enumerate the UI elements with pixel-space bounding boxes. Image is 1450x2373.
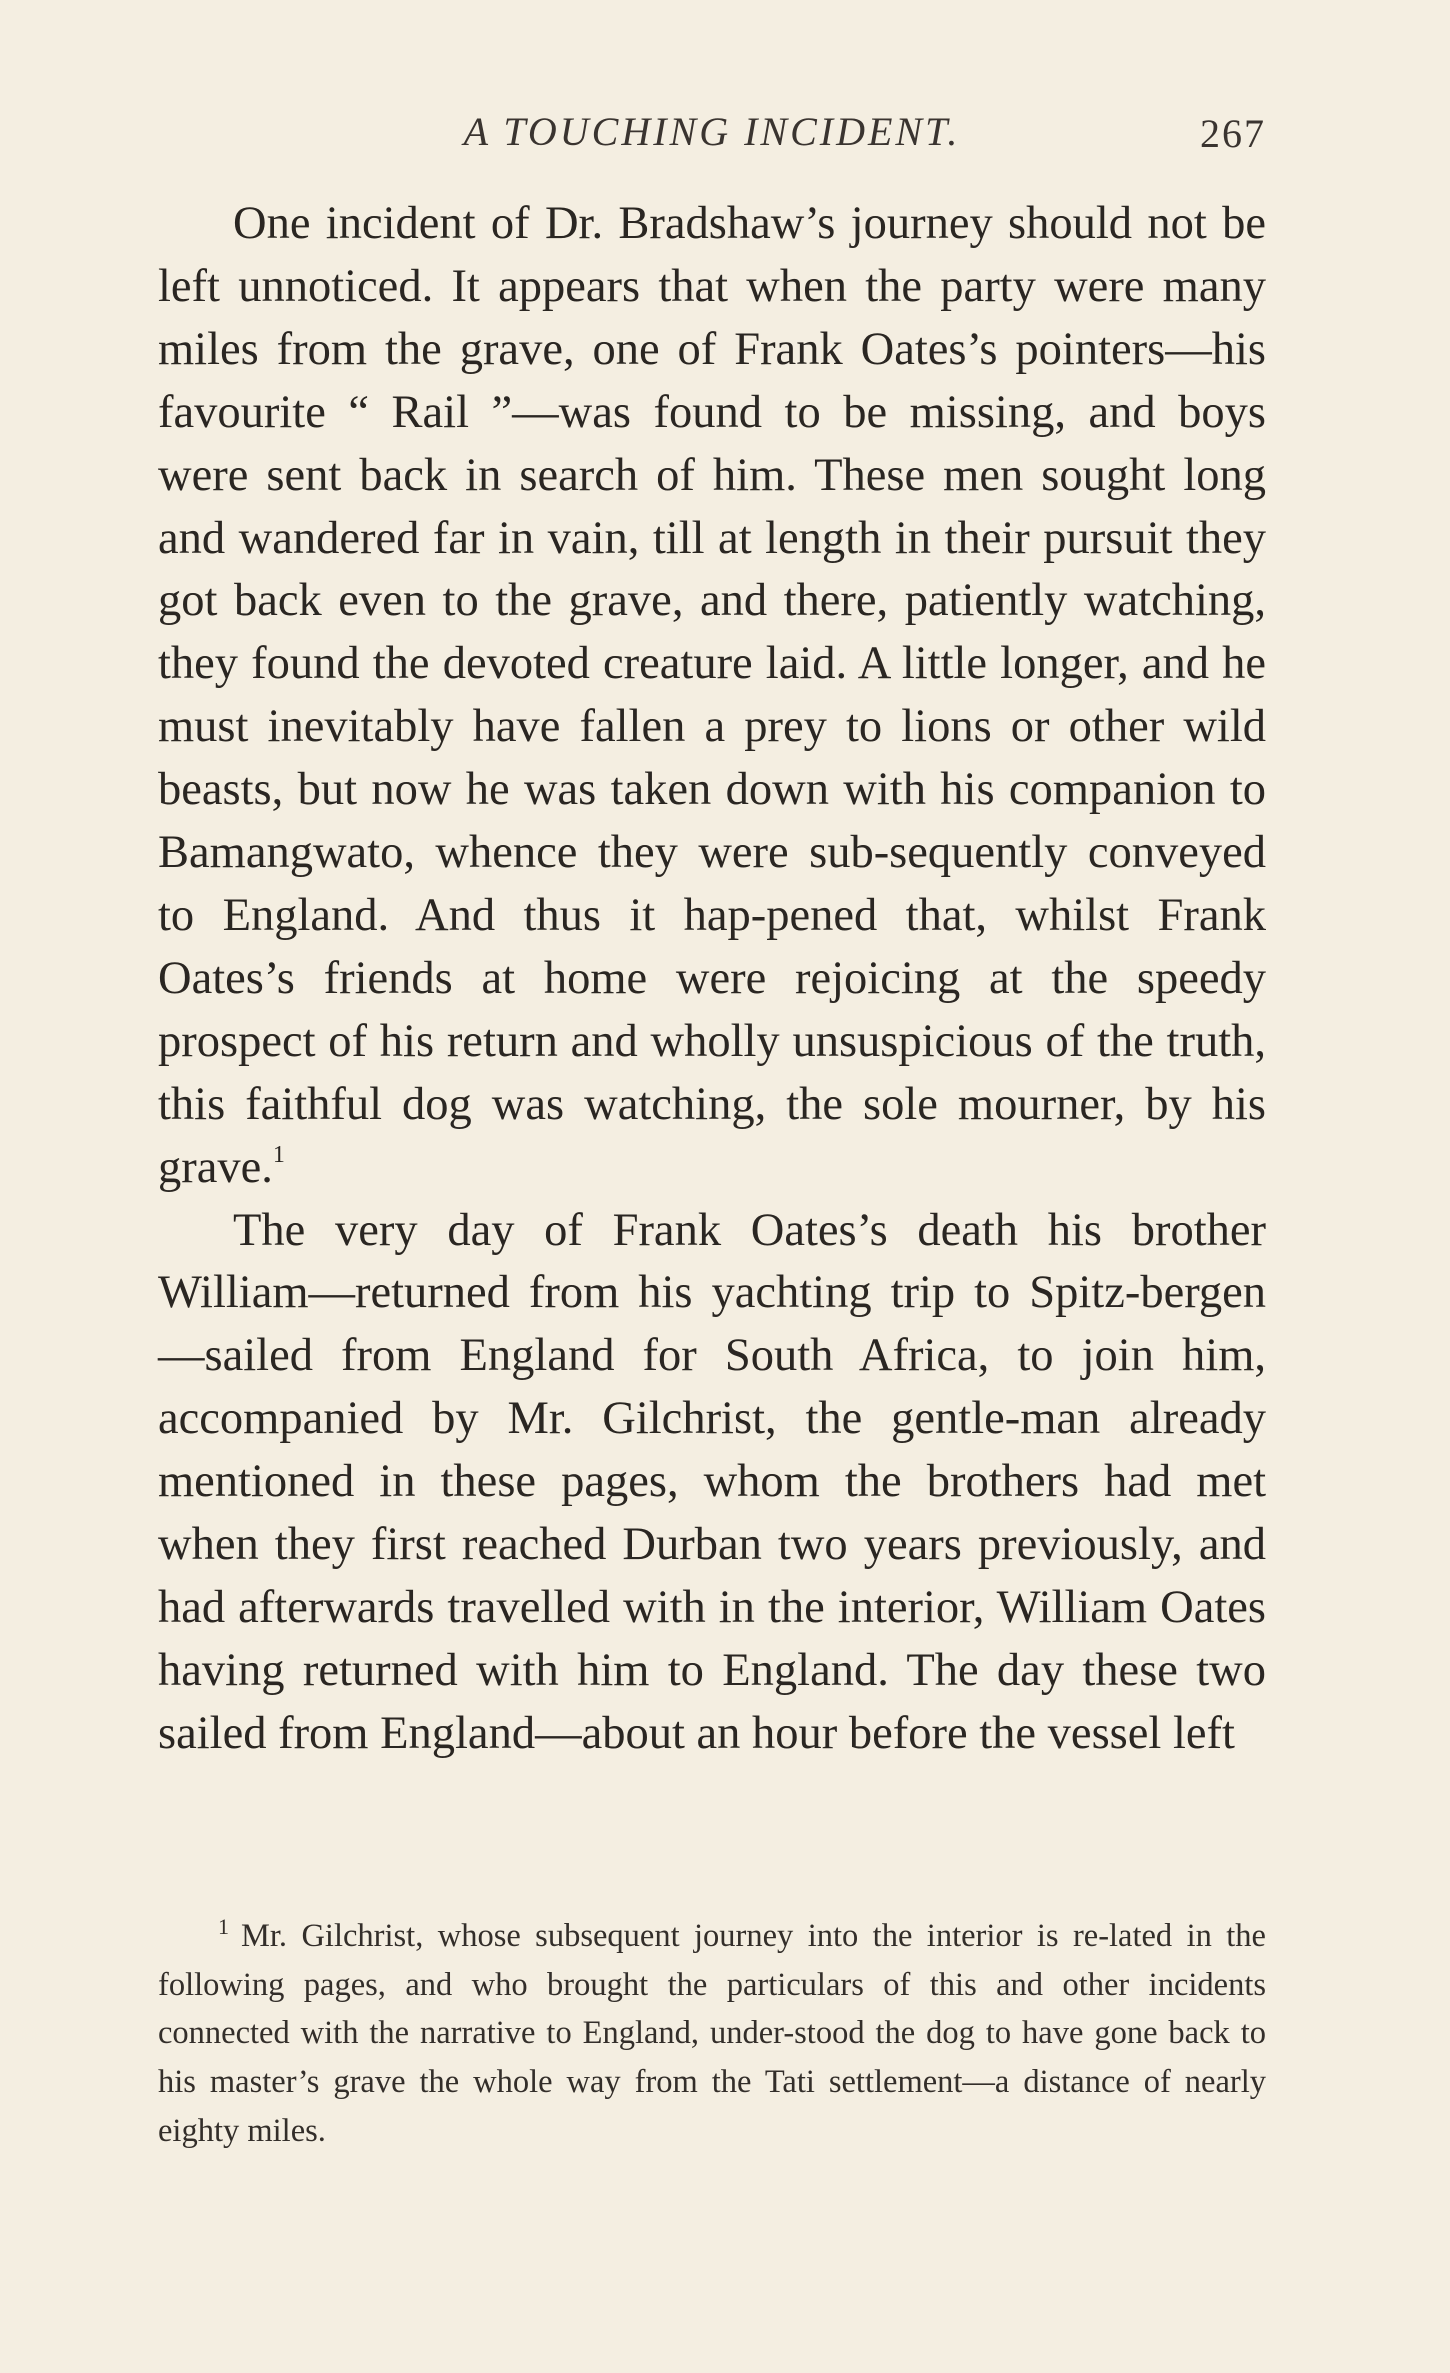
footnote	[158, 1912, 1266, 2156]
footnote-text: Mr. Gilchrist, whose subsequent journey into the interior is re-lated in the following pages, and who brought the particulars of this and other incidents connected with the narrative to England, under-stood the dog to have gone back to his master’s grave the whole way from the Tati settlement—a distance of nearly eighty miles.	[158, 1918, 1266, 2149]
paragraph-text: One incident of Dr. Bradshaw’s journey should not be left unnoticed. It appears that when the party were many miles from the grave, one of Frank Oates’s pointers—his favourite “ Rail ”—was found to be missing, and boys were sent back in search of him. These men sought long and wandered far in vain, till at length in their pursuit they got back even to the grave, and there, patiently watching, they found the devoted creature laid. A little longer, and he must inevitably have fallen a prey to lions or other wild beasts, but now he was taken down with his companion to Bamangwato, whence they were sub-sequently conveyed to England. And thus it hap-pened that, whilst Frank Oates’s friends at home were rejoicing at the speedy prospect of his return and wholly unsuspicious of the truth, this faithful dog was watching, the sole mourner, by his grave.	[158, 198, 1266, 1193]
footnote-paragraph	[158, 1912, 1266, 2156]
footnote-reference: 1	[272, 1141, 285, 1168]
running-title: A TOUCHING INCIDENT.	[463, 109, 961, 154]
running-head	[158, 108, 1266, 158]
footnote-marker: 1	[218, 1914, 229, 1939]
paragraph: The very day of Frank Oates’s death his brother William—returned from his yachting trip to Spitz-bergen—sailed from England for South Africa, to join him, accompanied by Mr. Gilchrist, the gentle-man already mentioned in these pages, whom the brothers had met when they first reached Durban two years previously, and had afterwards travelled with in the interior, William Oates having returned with him to England. The day these two sailed from England—about an hour before the vessel left	[158, 1204, 1266, 1759]
paragraph	[158, 193, 1266, 1200]
page-number: 267	[1200, 111, 1266, 156]
body-text	[158, 193, 1266, 1766]
